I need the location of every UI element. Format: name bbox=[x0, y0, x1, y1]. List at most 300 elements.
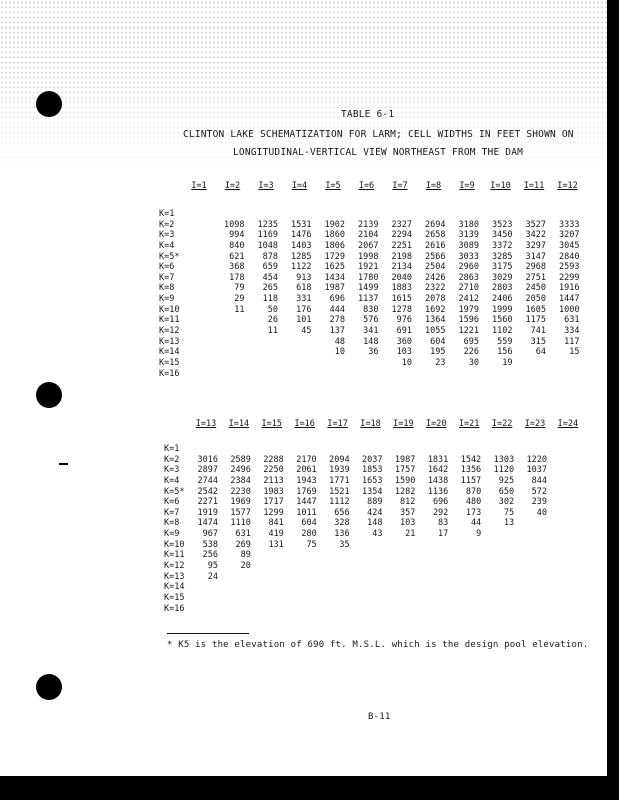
top-cell: 994 bbox=[229, 230, 245, 241]
bottom-column bbox=[520, 419, 550, 614]
top-cell: 3450 bbox=[492, 230, 513, 241]
bottom-row-label: K=13 bbox=[164, 571, 185, 582]
bottom-cell bbox=[224, 593, 254, 604]
bottom-row-label: K=8 bbox=[164, 518, 180, 529]
bottom-cell: 2061 bbox=[296, 465, 317, 476]
top-row-label: K=5* bbox=[159, 251, 180, 262]
top-cell bbox=[486, 209, 516, 220]
top-cell: 1364 bbox=[425, 315, 446, 326]
bottom-column bbox=[454, 419, 484, 614]
bottom-cell bbox=[191, 593, 221, 604]
bottom-cell: 1521 bbox=[329, 486, 350, 497]
scan-edge-right bbox=[607, 0, 619, 800]
top-cell: 2658 bbox=[425, 230, 446, 241]
bottom-cell: 43 bbox=[372, 529, 383, 540]
bottom-cell bbox=[454, 550, 484, 561]
top-cell: 2406 bbox=[492, 294, 513, 305]
top-cell bbox=[218, 337, 248, 348]
bottom-cell: 1011 bbox=[296, 507, 317, 518]
bottom-cell: 572 bbox=[531, 486, 547, 497]
top-column bbox=[218, 181, 248, 379]
bottom-cell: 173 bbox=[465, 507, 482, 518]
bottom-cell bbox=[257, 604, 287, 615]
table-label: TABLE 6-1 bbox=[341, 109, 395, 120]
top-row-label: K=1 bbox=[159, 209, 175, 219]
top-cell: 331 bbox=[296, 294, 312, 305]
table-title-line-1: CLINTON LAKE SCHEMATIZATION FOR LARM; CELL WIDTHS IN FEET SHOWN ON bbox=[183, 129, 574, 140]
bottom-cell: 1282 bbox=[394, 486, 416, 497]
bottom-cell bbox=[356, 582, 386, 593]
bottom-cell bbox=[224, 604, 254, 615]
bottom-cell: 1112 bbox=[329, 497, 350, 508]
bottom-cell bbox=[520, 604, 550, 615]
top-cell: 1000 bbox=[559, 304, 580, 315]
top-cell bbox=[218, 347, 248, 358]
bottom-cell bbox=[323, 561, 353, 572]
top-cell: 1278 bbox=[391, 304, 412, 315]
bottom-cell bbox=[553, 561, 583, 572]
top-column-header: I=3 bbox=[258, 181, 274, 191]
top-cell: 3333 bbox=[559, 219, 580, 230]
bottom-row-label: K=1 bbox=[164, 444, 180, 454]
top-cell: 1221 bbox=[458, 326, 479, 337]
top-cell: 604 bbox=[430, 336, 446, 347]
top-cell: 3180 bbox=[458, 219, 479, 230]
top-cell bbox=[218, 369, 248, 380]
bottom-cell: 812 bbox=[400, 497, 416, 508]
top-cell: 148 bbox=[363, 336, 379, 347]
top-cell bbox=[285, 337, 315, 348]
bottom-cell: 889 bbox=[367, 497, 383, 508]
top-cell: 265 bbox=[262, 283, 278, 294]
top-cell: 2450 bbox=[525, 283, 546, 294]
top-cell bbox=[419, 369, 449, 380]
top-cell: 1780 bbox=[358, 272, 379, 283]
top-cell: 1235 bbox=[257, 219, 278, 230]
bottom-cell: 656 bbox=[334, 507, 350, 518]
bottom-row-label: K=11 bbox=[164, 550, 185, 561]
bottom-column bbox=[224, 419, 254, 614]
bottom-cell bbox=[356, 593, 386, 604]
bottom-row-label: K=16 bbox=[164, 603, 185, 614]
top-cell: 3033 bbox=[458, 251, 479, 262]
bottom-cell bbox=[553, 572, 583, 583]
top-cell bbox=[452, 209, 482, 220]
footnote-rule bbox=[167, 633, 249, 634]
top-column-header: I=2 bbox=[224, 181, 241, 191]
top-cell bbox=[184, 358, 214, 369]
top-cell: 2198 bbox=[391, 251, 412, 262]
bottom-cell bbox=[487, 550, 517, 561]
top-cell: 1979 bbox=[458, 304, 479, 315]
bottom-cell bbox=[290, 572, 320, 583]
top-cell bbox=[318, 209, 348, 220]
bottom-column bbox=[290, 419, 320, 614]
bottom-cell bbox=[553, 508, 583, 519]
bottom-cell bbox=[323, 582, 353, 593]
bottom-cell: 9 bbox=[476, 529, 482, 540]
top-cell: 30 bbox=[468, 357, 479, 368]
bottom-cell bbox=[487, 561, 517, 572]
bottom-cell bbox=[520, 582, 550, 593]
bottom-cell bbox=[553, 529, 583, 540]
bottom-cell: 650 bbox=[498, 486, 515, 497]
top-row-label: K=3 bbox=[159, 230, 175, 241]
top-cell: 559 bbox=[497, 336, 513, 347]
top-cell: 50 bbox=[267, 304, 278, 315]
bottom-column bbox=[421, 419, 451, 614]
bottom-cell bbox=[487, 572, 517, 583]
top-cell: 195 bbox=[430, 347, 446, 358]
bottom-cell bbox=[520, 540, 550, 551]
top-cell: 2593 bbox=[559, 262, 580, 273]
bottom-cell bbox=[553, 444, 583, 455]
bottom-cell bbox=[356, 550, 386, 561]
top-cell bbox=[285, 358, 315, 369]
top-cell bbox=[553, 358, 583, 369]
bottom-cell bbox=[454, 444, 484, 455]
bottom-cell: 302 bbox=[498, 497, 515, 508]
punch-hole-bottom bbox=[36, 674, 62, 700]
top-cell: 2840 bbox=[559, 251, 580, 262]
bottom-cell: 1853 bbox=[362, 465, 383, 476]
top-cell: 576 bbox=[363, 315, 379, 326]
top-column bbox=[486, 181, 516, 379]
bottom-cell: 24 bbox=[207, 571, 218, 582]
top-cell: 2040 bbox=[391, 272, 412, 283]
bottom-cell: 696 bbox=[432, 497, 449, 508]
bottom-cell: 2170 bbox=[296, 454, 317, 465]
top-cell bbox=[251, 358, 281, 369]
top-cell: 3527 bbox=[525, 219, 546, 230]
scan-edge-bottom bbox=[0, 776, 619, 800]
top-column-header: I=8 bbox=[425, 181, 442, 191]
top-cell bbox=[352, 369, 382, 380]
bottom-cell bbox=[191, 582, 221, 593]
top-column bbox=[184, 181, 214, 379]
top-cell: 1447 bbox=[559, 294, 580, 305]
row-labels-top bbox=[159, 209, 179, 379]
bottom-cell bbox=[421, 444, 451, 455]
top-row-label: K=13 bbox=[159, 336, 180, 347]
top-cell bbox=[553, 209, 583, 220]
top-cell: 79 bbox=[234, 283, 245, 294]
bottom-cell bbox=[224, 572, 254, 583]
bottom-cell: 424 bbox=[367, 507, 383, 518]
top-cell: 3297 bbox=[525, 240, 546, 251]
top-cell: 1102 bbox=[492, 326, 513, 337]
bottom-cell bbox=[290, 550, 320, 561]
bottom-column-header: I=24 bbox=[557, 419, 579, 429]
top-cell: 2104 bbox=[358, 230, 379, 241]
top-cell: 696 bbox=[329, 294, 345, 305]
bottom-column-header: I=17 bbox=[327, 419, 348, 429]
top-cell: 10 bbox=[401, 357, 412, 368]
top-cell: 1560 bbox=[492, 315, 513, 326]
bottom-cell bbox=[520, 593, 550, 604]
bottom-cell bbox=[388, 582, 418, 593]
top-cell: 2067 bbox=[358, 240, 379, 251]
bottom-cell bbox=[553, 604, 583, 615]
bottom-cell: 1653 bbox=[362, 475, 383, 486]
bottom-cell bbox=[257, 572, 287, 583]
top-column-header: I=6 bbox=[358, 181, 375, 191]
top-cell: 3029 bbox=[492, 272, 513, 283]
bottom-cell bbox=[224, 582, 254, 593]
top-cell bbox=[184, 305, 214, 316]
bottom-cell: 2744 bbox=[197, 475, 218, 486]
bottom-cell: 1157 bbox=[460, 475, 482, 486]
top-cell bbox=[352, 358, 382, 369]
bottom-cell: 2037 bbox=[362, 454, 383, 465]
top-cell: 2960 bbox=[458, 262, 479, 273]
bottom-cell bbox=[323, 444, 353, 455]
top-cell: 2322 bbox=[425, 283, 446, 294]
top-cell: 315 bbox=[530, 336, 546, 347]
top-cell: 2050 bbox=[525, 294, 546, 305]
bottom-cell: 1354 bbox=[362, 486, 383, 497]
top-cell: 2412 bbox=[458, 294, 479, 305]
top-cell: 840 bbox=[229, 240, 245, 251]
bottom-cell: 480 bbox=[465, 497, 482, 508]
bottom-cell: 2897 bbox=[197, 465, 218, 476]
top-cell bbox=[553, 369, 583, 380]
row-labels-bottom bbox=[164, 444, 184, 614]
bottom-cell: 89 bbox=[240, 550, 251, 561]
top-cell: 1098 bbox=[224, 219, 245, 230]
bottom-cell: 841 bbox=[268, 518, 284, 529]
top-cell: 1531 bbox=[291, 219, 312, 230]
bottom-cell: 925 bbox=[498, 475, 515, 486]
bottom-cell: 239 bbox=[531, 497, 547, 508]
bottom-row-label: K=10 bbox=[164, 539, 185, 550]
bottom-cell bbox=[290, 444, 320, 455]
bottom-cell: 1110 bbox=[230, 518, 251, 529]
top-cell bbox=[285, 347, 315, 358]
bottom-cell bbox=[257, 444, 287, 455]
top-cell bbox=[519, 369, 549, 380]
bottom-cell: 75 bbox=[503, 507, 515, 518]
bottom-cell bbox=[257, 550, 287, 561]
bottom-cell: 1717 bbox=[263, 497, 284, 508]
bottom-cell bbox=[454, 540, 484, 551]
bottom-cell bbox=[356, 561, 386, 572]
top-cell bbox=[184, 294, 214, 305]
bottom-cell bbox=[191, 604, 221, 615]
top-cell bbox=[218, 358, 248, 369]
bottom-cell: 2250 bbox=[263, 465, 284, 476]
bottom-cell bbox=[323, 604, 353, 615]
top-cell: 913 bbox=[296, 272, 312, 283]
bottom-cell bbox=[553, 540, 583, 551]
top-cell bbox=[318, 358, 348, 369]
bottom-cell: 1303 bbox=[493, 454, 515, 465]
top-cell: 23 bbox=[435, 357, 446, 368]
bottom-cell bbox=[520, 518, 550, 529]
bottom-column bbox=[356, 419, 386, 614]
bottom-cell bbox=[421, 540, 451, 551]
bottom-cell: 40 bbox=[536, 507, 547, 518]
top-cell: 444 bbox=[329, 304, 345, 315]
top-cell bbox=[184, 315, 214, 326]
bottom-cell bbox=[290, 582, 320, 593]
bottom-cell: 1577 bbox=[230, 507, 251, 518]
bottom-cell: 1120 bbox=[493, 465, 515, 476]
top-row-label: K=14 bbox=[159, 347, 180, 358]
bottom-cell: 357 bbox=[400, 507, 416, 518]
top-cell: 334 bbox=[564, 326, 580, 337]
bottom-cell: 131 bbox=[268, 539, 284, 550]
top-cell: 1916 bbox=[559, 283, 580, 294]
top-cell: 1499 bbox=[358, 283, 379, 294]
top-cell: 2426 bbox=[425, 272, 446, 283]
bottom-cell: 2094 bbox=[329, 454, 350, 465]
bottom-cell bbox=[356, 604, 386, 615]
bottom-cell bbox=[553, 593, 583, 604]
bottom-cell: 631 bbox=[235, 529, 251, 540]
top-cell: 1729 bbox=[324, 251, 345, 262]
top-cell: 976 bbox=[396, 315, 412, 326]
top-cell: 341 bbox=[363, 326, 379, 337]
bottom-row-label: K=12 bbox=[164, 561, 185, 572]
bottom-cell: 1943 bbox=[296, 475, 317, 486]
top-cell: 278 bbox=[329, 315, 345, 326]
top-cell bbox=[218, 209, 248, 220]
bottom-column-header: I=15 bbox=[261, 419, 283, 429]
top-cell: 2566 bbox=[425, 251, 446, 262]
top-cell: 1902 bbox=[324, 219, 345, 230]
top-cell: 454 bbox=[262, 272, 278, 283]
bottom-cell: 292 bbox=[432, 507, 449, 518]
top-column bbox=[352, 181, 382, 379]
top-cell: 117 bbox=[564, 336, 580, 347]
top-cell: 15 bbox=[569, 347, 580, 358]
bottom-column-header: I=20 bbox=[426, 419, 447, 429]
bottom-cell: 13 bbox=[503, 518, 515, 529]
top-cell bbox=[452, 369, 482, 380]
top-cell: 2139 bbox=[358, 219, 379, 230]
top-cell: 11 bbox=[267, 326, 278, 337]
bottom-cell: 2113 bbox=[263, 475, 284, 486]
bottom-cell: 269 bbox=[235, 539, 251, 550]
bottom-cell bbox=[454, 572, 484, 583]
bottom-cell: 35 bbox=[339, 539, 350, 550]
bottom-cell bbox=[356, 572, 386, 583]
top-column-header: I=5 bbox=[325, 181, 341, 191]
top-column bbox=[251, 181, 281, 379]
bottom-cell bbox=[421, 582, 451, 593]
top-cell bbox=[218, 326, 248, 337]
top-cell: 10 bbox=[334, 347, 345, 358]
top-cell: 2327 bbox=[391, 219, 412, 230]
margin-mark bbox=[59, 463, 68, 465]
top-row-label: K=7 bbox=[159, 272, 175, 283]
top-cell bbox=[285, 209, 315, 220]
page-number: B-11 bbox=[368, 712, 391, 722]
top-cell: 3045 bbox=[559, 240, 580, 251]
bottom-row-label: K=2 bbox=[164, 454, 180, 465]
bottom-cell: 1769 bbox=[296, 486, 317, 497]
top-cell: 26 bbox=[267, 315, 278, 326]
bottom-cell: 1771 bbox=[329, 475, 350, 486]
top-cell: 1692 bbox=[425, 304, 446, 315]
bottom-cell: 844 bbox=[531, 475, 547, 486]
bottom-cell: 1037 bbox=[526, 465, 547, 476]
top-cell: 659 bbox=[262, 262, 278, 273]
punch-hole-top bbox=[36, 91, 62, 117]
top-cell bbox=[218, 315, 248, 326]
bottom-cell bbox=[290, 604, 320, 615]
top-cell: 1605 bbox=[525, 304, 546, 315]
bottom-column bbox=[191, 419, 221, 614]
bottom-cell bbox=[421, 604, 451, 615]
bottom-cell bbox=[388, 550, 418, 561]
bottom-cell: 2288 bbox=[263, 454, 284, 465]
top-column bbox=[285, 181, 315, 379]
top-cell: 1403 bbox=[291, 240, 312, 251]
top-column-header: I=10 bbox=[490, 181, 511, 191]
bottom-cell bbox=[388, 561, 418, 572]
top-cell: 1434 bbox=[324, 272, 345, 283]
bottom-cell: 1438 bbox=[427, 475, 449, 486]
bottom-cell: 1757 bbox=[394, 465, 416, 476]
top-cell: 1921 bbox=[358, 262, 379, 273]
bottom-cell: 1939 bbox=[329, 465, 350, 476]
bottom-cell: 1542 bbox=[460, 454, 482, 465]
bottom-column bbox=[257, 419, 287, 614]
top-cell: 878 bbox=[262, 251, 278, 262]
bottom-cell bbox=[520, 572, 550, 583]
top-cell: 118 bbox=[262, 294, 278, 305]
top-cell: 1998 bbox=[358, 251, 379, 262]
bottom-cell bbox=[487, 604, 517, 615]
bottom-cell bbox=[520, 550, 550, 561]
bottom-column-header: I=13 bbox=[195, 419, 217, 429]
bottom-cell bbox=[388, 604, 418, 615]
bottom-cell: 2384 bbox=[230, 475, 251, 486]
bottom-cell: 419 bbox=[268, 529, 284, 540]
top-cell: 2694 bbox=[425, 219, 446, 230]
bottom-cell: 1447 bbox=[296, 497, 317, 508]
bottom-cell: 604 bbox=[301, 518, 317, 529]
top-column bbox=[452, 181, 482, 379]
top-cell: 1137 bbox=[358, 294, 379, 305]
bottom-column-header: I=23 bbox=[524, 419, 546, 429]
bottom-cell bbox=[553, 455, 583, 466]
bottom-column-header: I=14 bbox=[228, 419, 250, 429]
top-row-label: K=11 bbox=[159, 315, 180, 326]
bottom-cell bbox=[356, 444, 386, 455]
top-cell: 1476 bbox=[291, 230, 312, 241]
top-cell: 3422 bbox=[525, 230, 546, 241]
top-cell: 830 bbox=[363, 304, 379, 315]
top-cell: 2251 bbox=[391, 240, 412, 251]
top-cell: 741 bbox=[530, 326, 546, 337]
bottom-row-label: K=14 bbox=[164, 582, 185, 593]
bottom-cell bbox=[323, 572, 353, 583]
top-cell: 1596 bbox=[458, 315, 479, 326]
bottom-cell bbox=[356, 540, 386, 551]
bottom-cell bbox=[290, 561, 320, 572]
top-row-label: K=16 bbox=[159, 368, 180, 379]
bottom-cell bbox=[454, 604, 484, 615]
top-cell bbox=[519, 358, 549, 369]
top-cell: 1860 bbox=[324, 230, 345, 241]
bottom-cell: 2542 bbox=[197, 486, 218, 497]
top-cell bbox=[486, 369, 516, 380]
top-cell: 621 bbox=[229, 251, 245, 262]
top-cell: 1169 bbox=[257, 230, 278, 241]
